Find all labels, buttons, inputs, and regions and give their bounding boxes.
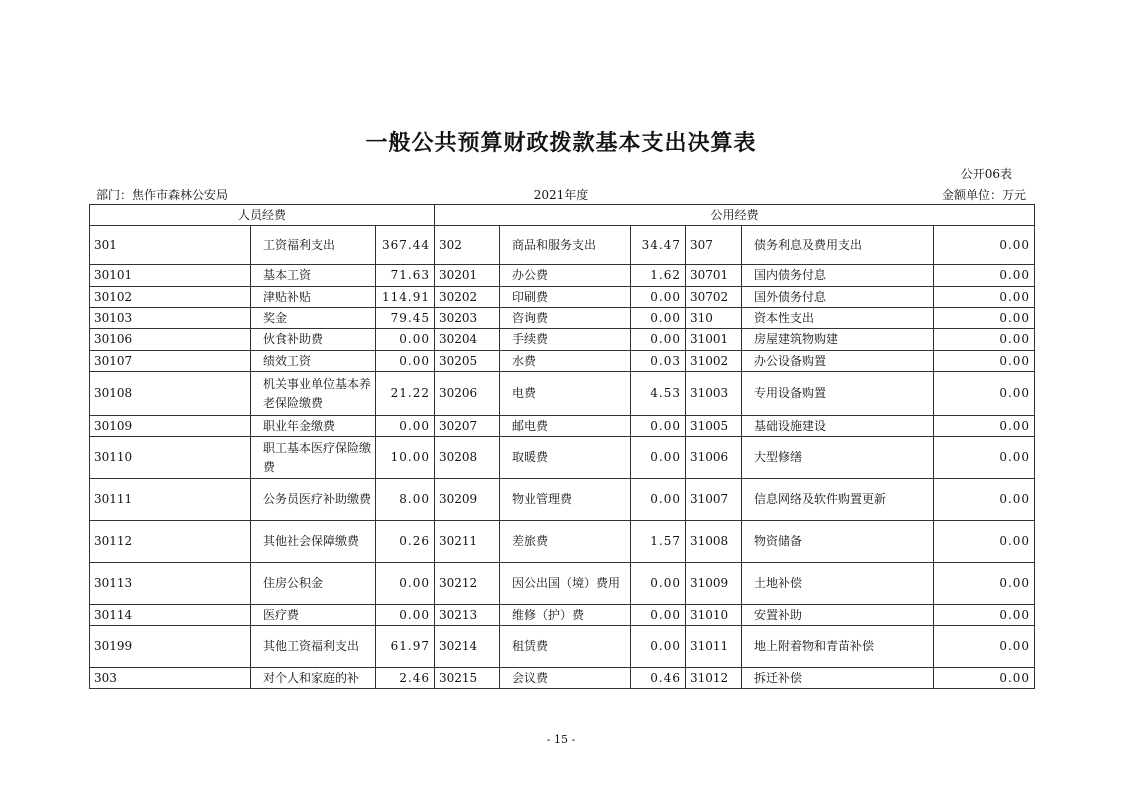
amount-cell: 21.22 [376,372,435,416]
amount-cell: 0.00 [631,479,686,521]
table-row [90,226,1035,265]
item-name-cell: 资本性支出 [742,308,934,329]
item-name-cell: 租赁费 [500,626,631,668]
code-cell: 30209 [435,479,500,521]
amount-cell: 0.00 [934,265,1035,287]
amount-cell: 0.00 [934,563,1035,605]
amount-cell: 0.00 [934,626,1035,668]
amount-cell: 79.45 [376,308,435,329]
item-name-cell: 基础设施建设 [742,416,934,437]
amount-cell: 61.97 [376,626,435,668]
code-cell: 30108 [90,372,251,416]
item-name-cell: 因公出国（境）费用 [500,563,631,605]
amount-cell: 0.00 [631,287,686,308]
code-cell: 30101 [90,265,251,287]
item-name-cell: 公务员医疗补助缴费 [251,479,376,521]
amount-cell: 0.00 [934,287,1035,308]
amount-cell: 10.00 [376,437,435,479]
item-name-cell: 安置补助 [742,605,934,626]
amount-cell: 114.91 [376,287,435,308]
code-cell: 30215 [435,668,500,689]
code-cell: 31008 [686,521,742,563]
amount-cell: 0.00 [934,226,1035,265]
amount-cell: 0.00 [934,329,1035,351]
amount-cell: 0.00 [934,308,1035,329]
item-name-cell: 差旅费 [500,521,631,563]
amount-cell: 0.00 [934,372,1035,416]
code-cell: 31010 [686,605,742,626]
amount-cell: 0.00 [376,416,435,437]
code-cell: 303 [90,668,251,689]
item-name-cell: 职工基本医疗保险缴费 [251,437,376,479]
code-cell: 30110 [90,437,251,479]
item-name-cell: 医疗费 [251,605,376,626]
code-cell: 31006 [686,437,742,479]
code-cell: 30111 [90,479,251,521]
amount-cell: 0.00 [631,416,686,437]
amount-cell: 0.00 [631,329,686,351]
table-row [90,351,1035,372]
year-label: 2021年度 [533,188,589,202]
code-cell: 30701 [686,265,742,287]
item-name-cell: 咨询费 [500,308,631,329]
code-cell: 30212 [435,563,500,605]
item-name-cell: 大型修缮 [742,437,934,479]
item-name-cell: 印刷费 [500,287,631,308]
code-cell: 307 [686,226,742,265]
code-cell: 30207 [435,416,500,437]
amount-cell: 8.00 [376,479,435,521]
table-row [90,521,1035,563]
amount-cell: 0.00 [934,479,1035,521]
amount-cell: 0.00 [934,437,1035,479]
item-name-cell: 其他社会保障缴费 [251,521,376,563]
table-row [90,437,1035,479]
code-cell: 31011 [686,626,742,668]
amount-cell: 0.03 [631,351,686,372]
item-name-cell: 土地补偿 [742,563,934,605]
table-row [90,308,1035,329]
code-cell: 30109 [90,416,251,437]
code-cell: 31007 [686,479,742,521]
amount-cell: 0.00 [934,521,1035,563]
amount-cell: 0.00 [376,563,435,605]
amount-cell: 4.53 [631,372,686,416]
code-cell: 30106 [90,329,251,351]
amount-cell: 0.00 [631,605,686,626]
table-row [90,287,1035,308]
code-cell: 30107 [90,351,251,372]
code-cell: 31002 [686,351,742,372]
table-row [90,605,1035,626]
table-row [90,626,1035,668]
expenditure-table [89,204,1035,689]
code-cell: 30112 [90,521,251,563]
item-name-cell: 办公费 [500,265,631,287]
amount-cell: 0.46 [631,668,686,689]
page-number: - 15 - [546,733,576,746]
page-title: 一般公共预算财政拨款基本支出决算表 [365,131,757,156]
table-row [90,563,1035,605]
amount-cell: 0.00 [376,605,435,626]
code-cell: 30103 [90,308,251,329]
code-cell: 30202 [435,287,500,308]
item-name-cell: 工资福利支出 [251,226,376,265]
item-name-cell: 会议费 [500,668,631,689]
amount-cell: 367.44 [376,226,435,265]
table-row [90,668,1035,689]
code-cell: 30201 [435,265,500,287]
table-row [90,416,1035,437]
amount-cell: 0.00 [934,416,1035,437]
item-name-cell: 维修（护）费 [500,605,631,626]
code-cell: 30114 [90,605,251,626]
public-header: 公用经费 [435,205,1035,226]
item-name-cell: 国外债务付息 [742,287,934,308]
amount-cell: 0.00 [934,351,1035,372]
item-name-cell: 物业管理费 [500,479,631,521]
table-number: 公开06表 [960,167,1012,181]
item-name-cell: 电费 [500,372,631,416]
code-cell: 30208 [435,437,500,479]
code-cell: 30213 [435,605,500,626]
table-row [90,372,1035,416]
amount-cell: 0.00 [934,605,1035,626]
code-cell: 310 [686,308,742,329]
item-name-cell: 职业年金缴费 [251,416,376,437]
item-name-cell: 房屋建筑物购建 [742,329,934,351]
item-name-cell: 专用设备购置 [742,372,934,416]
amount-cell: 1.62 [631,265,686,287]
code-cell: 30211 [435,521,500,563]
item-name-cell: 绩效工资 [251,351,376,372]
item-name-cell: 办公设备购置 [742,351,934,372]
code-cell: 301 [90,226,251,265]
amount-cell: 2.46 [376,668,435,689]
code-cell: 30702 [686,287,742,308]
amount-cell: 0.00 [376,351,435,372]
code-cell: 302 [435,226,500,265]
item-name-cell: 基本工资 [251,265,376,287]
item-name-cell: 地上附着物和青苗补偿 [742,626,934,668]
amount-cell: 0.26 [376,521,435,563]
code-cell: 31003 [686,372,742,416]
code-cell: 31009 [686,563,742,605]
table-row [90,265,1035,287]
table-row [90,479,1035,521]
item-name-cell: 住房公积金 [251,563,376,605]
item-name-cell: 奖金 [251,308,376,329]
table-row [90,329,1035,351]
code-cell: 31012 [686,668,742,689]
amount-cell: 71.63 [376,265,435,287]
item-name-cell: 对个人和家庭的补 [251,668,376,689]
amount-cell: 0.00 [934,668,1035,689]
item-name-cell: 其他工资福利支出 [251,626,376,668]
code-cell: 30205 [435,351,500,372]
amount-cell: 0.00 [631,437,686,479]
item-name-cell: 机关事业单位基本养老保险缴费 [251,372,376,416]
code-cell: 30199 [90,626,251,668]
item-name-cell: 手续费 [500,329,631,351]
item-name-cell: 商品和服务支出 [500,226,631,265]
item-name-cell: 物资储备 [742,521,934,563]
amount-cell: 1.57 [631,521,686,563]
code-cell: 30203 [435,308,500,329]
unit-label: 金额单位：万元 [941,188,1026,202]
item-name-cell: 国内债务付息 [742,265,934,287]
amount-cell: 0.00 [631,626,686,668]
code-cell: 30102 [90,287,251,308]
item-name-cell: 债务利息及费用支出 [742,226,934,265]
item-name-cell: 水费 [500,351,631,372]
amount-cell: 0.00 [631,563,686,605]
code-cell: 30206 [435,372,500,416]
item-name-cell: 津贴补贴 [251,287,376,308]
code-cell: 31001 [686,329,742,351]
department-label: 部门：焦作市森林公安局 [96,188,229,202]
code-cell: 30204 [435,329,500,351]
item-name-cell: 伙食补助费 [251,329,376,351]
item-name-cell: 邮电费 [500,416,631,437]
amount-cell: 0.00 [631,308,686,329]
item-name-cell: 拆迁补偿 [742,668,934,689]
amount-cell: 34.47 [631,226,686,265]
personnel-header: 人员经费 [90,205,435,226]
code-cell: 30113 [90,563,251,605]
code-cell: 30214 [435,626,500,668]
item-name-cell: 取暖费 [500,437,631,479]
item-name-cell: 信息网络及软件购置更新 [742,479,934,521]
code-cell: 31005 [686,416,742,437]
amount-cell: 0.00 [376,329,435,351]
